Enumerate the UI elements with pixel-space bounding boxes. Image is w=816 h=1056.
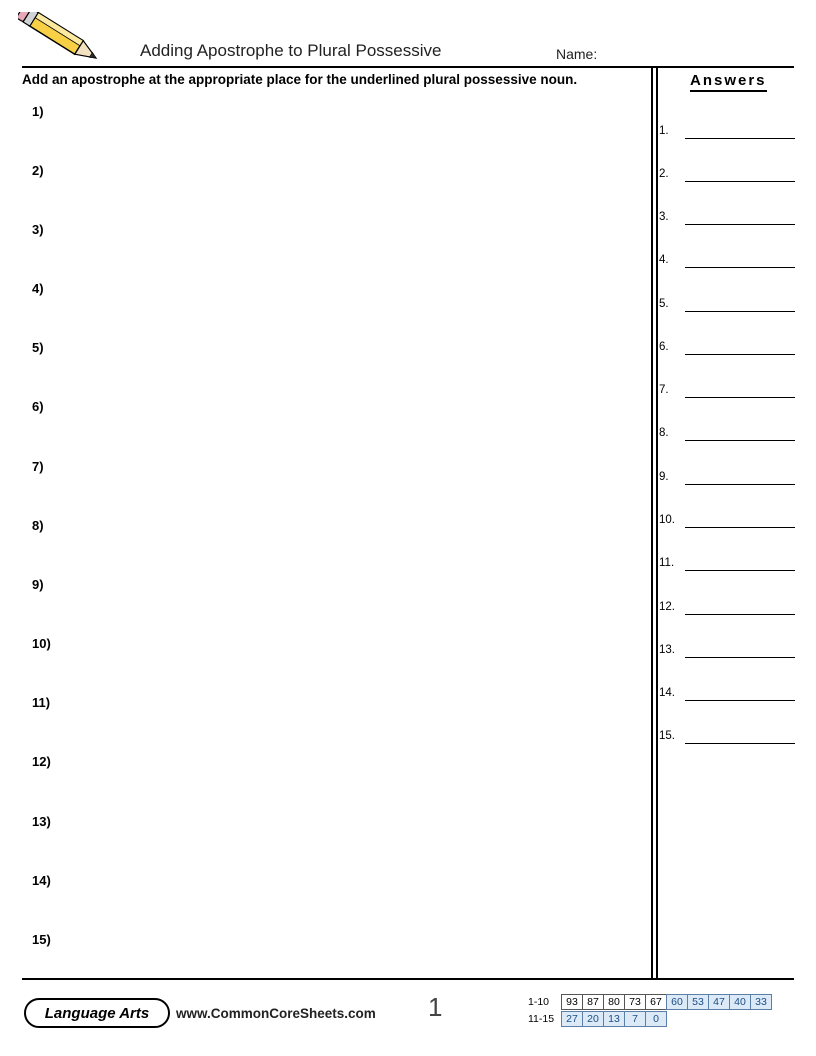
score-cell: 33 bbox=[750, 994, 772, 1010]
header-divider bbox=[22, 66, 794, 68]
score-row bbox=[528, 1011, 772, 1027]
answer-number: 6. bbox=[659, 341, 669, 353]
subject-label: Language Arts bbox=[44, 1004, 150, 1022]
answer-number: 12. bbox=[659, 601, 675, 613]
answer-number: 2. bbox=[659, 168, 669, 180]
answer-number: 8. bbox=[659, 427, 669, 439]
score-cell: 80 bbox=[603, 994, 625, 1010]
name-label: Name: bbox=[556, 46, 598, 62]
answer-row[interactable] bbox=[659, 468, 799, 488]
score-cell: 0 bbox=[645, 1011, 667, 1027]
answer-row[interactable] bbox=[659, 295, 799, 315]
answer-blank-line[interactable] bbox=[685, 614, 795, 615]
score-table bbox=[528, 994, 772, 1027]
score-cell: 40 bbox=[729, 994, 751, 1010]
answer-blank-line[interactable] bbox=[685, 267, 795, 268]
answers-heading: Answers bbox=[690, 72, 767, 92]
answer-number: 11. bbox=[659, 557, 675, 569]
answer-row[interactable] bbox=[659, 424, 799, 444]
question-item: 13) bbox=[32, 814, 51, 829]
answer-row[interactable] bbox=[659, 165, 799, 185]
score-cell: 7 bbox=[624, 1011, 646, 1027]
answer-row[interactable] bbox=[659, 381, 799, 401]
column-divider-right bbox=[656, 68, 658, 980]
subject-badge bbox=[24, 998, 170, 1028]
question-item: 14) bbox=[32, 873, 51, 888]
answer-blank-line[interactable] bbox=[685, 484, 795, 485]
score-row bbox=[528, 994, 772, 1010]
answer-blank-line[interactable] bbox=[685, 181, 795, 182]
score-cell: 93 bbox=[561, 994, 583, 1010]
answer-row[interactable] bbox=[659, 511, 799, 531]
question-item: 8) bbox=[32, 518, 44, 533]
answer-row[interactable] bbox=[659, 251, 799, 271]
question-item: 11) bbox=[32, 695, 51, 710]
pencil-icon bbox=[18, 12, 108, 70]
answer-blank-line[interactable] bbox=[685, 138, 795, 139]
question-item: 6) bbox=[32, 399, 44, 414]
page-title: Adding Apostrophe to Plural Possessive bbox=[140, 41, 442, 60]
answer-blank-line[interactable] bbox=[685, 570, 795, 571]
answer-number: 1. bbox=[659, 125, 669, 137]
answer-row[interactable] bbox=[659, 554, 799, 574]
answer-blank-line[interactable] bbox=[685, 224, 795, 225]
answer-row[interactable] bbox=[659, 338, 799, 358]
column-divider-left bbox=[651, 68, 653, 980]
answer-number: 15. bbox=[659, 730, 675, 742]
score-cell: 13 bbox=[603, 1011, 625, 1027]
answer-blank-line[interactable] bbox=[685, 311, 795, 312]
answer-blank-line[interactable] bbox=[685, 440, 795, 441]
answer-number: 10. bbox=[659, 514, 675, 526]
answer-number: 7. bbox=[659, 384, 669, 396]
score-cell: 27 bbox=[561, 1011, 583, 1027]
answer-number: 13. bbox=[659, 644, 675, 656]
question-item: 10) bbox=[32, 636, 51, 651]
score-row-label: 11-15 bbox=[528, 1013, 555, 1025]
question-item: 2) bbox=[32, 163, 44, 178]
question-item: 5) bbox=[32, 340, 44, 355]
answer-blank-line[interactable] bbox=[685, 657, 795, 658]
site-url: www.CommonCoreSheets.com bbox=[176, 1006, 376, 1021]
score-cell: 20 bbox=[582, 1011, 604, 1027]
answer-blank-line[interactable] bbox=[685, 527, 795, 528]
score-cell: 47 bbox=[708, 994, 730, 1010]
answer-number: 14. bbox=[659, 687, 675, 699]
question-item: 1) bbox=[32, 104, 44, 119]
answer-number: 9. bbox=[659, 471, 669, 483]
question-item: 9) bbox=[32, 577, 44, 592]
answer-row[interactable] bbox=[659, 208, 799, 228]
question-item: 12) bbox=[32, 754, 51, 769]
answer-number: 3. bbox=[659, 211, 669, 223]
score-cell: 73 bbox=[624, 994, 646, 1010]
answer-blank-line[interactable] bbox=[685, 700, 795, 701]
score-row-label: 1-10 bbox=[528, 996, 550, 1008]
answer-number: 4. bbox=[659, 254, 669, 266]
page-header bbox=[0, 0, 816, 66]
question-item: 4) bbox=[32, 281, 44, 296]
answer-row[interactable] bbox=[659, 641, 799, 661]
answer-row[interactable] bbox=[659, 122, 799, 142]
answer-blank-line[interactable] bbox=[685, 397, 795, 398]
answer-row[interactable] bbox=[659, 598, 799, 618]
score-cell: 53 bbox=[687, 994, 709, 1010]
question-item: 7) bbox=[32, 459, 44, 474]
score-cell: 67 bbox=[645, 994, 667, 1010]
answer-number: 5. bbox=[659, 298, 669, 310]
answer-blank-line[interactable] bbox=[685, 743, 795, 744]
score-cell: 60 bbox=[666, 994, 688, 1010]
answer-row[interactable] bbox=[659, 727, 799, 747]
page-footer bbox=[0, 980, 816, 1056]
answer-row[interactable] bbox=[659, 684, 799, 704]
page-number: 1 bbox=[428, 992, 443, 1022]
question-item: 3) bbox=[32, 222, 44, 237]
question-item: 15) bbox=[32, 932, 51, 947]
instructions-text: Add an apostrophe at the appropriate place for the underlined plural possessive noun. bbox=[22, 72, 578, 87]
answer-blank-line[interactable] bbox=[685, 354, 795, 355]
score-cell: 87 bbox=[582, 994, 604, 1010]
